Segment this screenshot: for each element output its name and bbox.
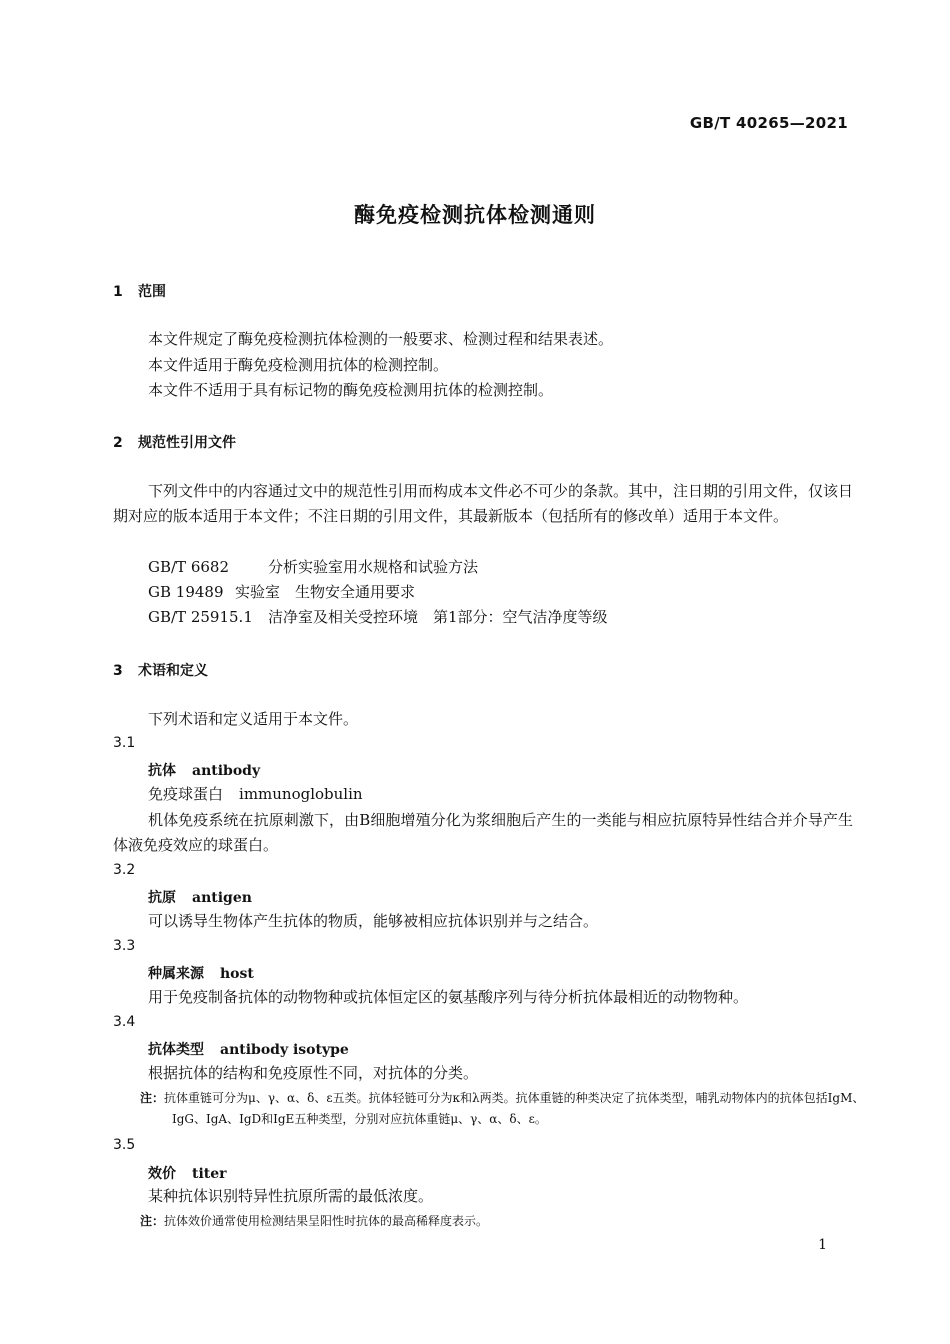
note bbox=[140, 1088, 884, 1130]
section-title: 范围 bbox=[138, 284, 166, 300]
term-number: 3.1 bbox=[113, 735, 136, 751]
section-number: 3 bbox=[113, 663, 123, 679]
term-definition: 机体免疫系统在抗原刺激下，由B细胞增殖分化为浆细胞后产生的一类能与相应抗原特异性结合并介导产生体液免疫效应的球蛋白。 bbox=[113, 811, 853, 854]
term-zh: 抗原 bbox=[148, 890, 176, 906]
term-zh: 抗体类型 bbox=[148, 1042, 204, 1058]
term-zh: 效价 bbox=[148, 1166, 176, 1182]
term-number: 3.4 bbox=[113, 1014, 136, 1030]
term-en: host bbox=[220, 966, 254, 982]
reference-item bbox=[148, 555, 478, 580]
term-heading bbox=[148, 1039, 349, 1059]
term-number: 3.5 bbox=[113, 1137, 136, 1153]
section-heading-terms-definitions bbox=[113, 660, 208, 680]
term-number: 3.2 bbox=[113, 862, 136, 878]
term-definition: 用于免疫制备抗体的动物物种或抗体恒定区的氨基酸序列与待分析抗体最相近的动物物种。 bbox=[148, 988, 749, 1006]
term-en: antibody isotype bbox=[220, 1042, 349, 1058]
term-definition: 某种抗体识别特异性抗原所需的最低浓度。 bbox=[148, 1187, 434, 1205]
section-number: 1 bbox=[113, 284, 123, 300]
note-text: 抗体重链可分为μ、γ、α、δ、ε五类。抗体轻链可分为κ和λ两类。抗体重链的种类决定了抗体类型，哺乳动物体内的抗体包括IgM、IgG、IgA、IgD和IgE五种类型，分别对应抗体重链μ、γ、α、δ、ε。 bbox=[164, 1091, 865, 1126]
section-title: 规范性引用文件 bbox=[138, 435, 236, 451]
reference-item bbox=[148, 580, 415, 605]
reference-code: GB/T 25915.1 bbox=[148, 608, 253, 626]
paragraph: 下列术语和定义适用于本文件。 bbox=[148, 710, 359, 728]
note-label: 注： bbox=[140, 1214, 165, 1228]
term-zh: 种属来源 bbox=[148, 966, 204, 982]
paragraph: 本文件不适用于具有标记物的酶免疫检测用抗体的检测控制。 bbox=[148, 381, 554, 399]
term-en: antibody bbox=[192, 763, 261, 779]
section-title: 术语和定义 bbox=[138, 663, 208, 679]
section-heading-scope bbox=[113, 281, 166, 301]
reference-title: 分析实验室用水规格和试验方法 bbox=[268, 558, 479, 576]
reference-code: GB/T 6682 bbox=[148, 558, 230, 576]
term-heading bbox=[148, 887, 252, 907]
term-definition: 根据抗体的结构和免疫原性不同，对抗体的分类。 bbox=[148, 1064, 479, 1082]
synonym-zh: 免疫球蛋白 bbox=[148, 785, 224, 803]
document-title: 酶免疫检测抗体检测通则 bbox=[354, 203, 596, 227]
paragraph: 本文件适用于酶免疫检测用抗体的检测控制。 bbox=[148, 356, 449, 374]
term-heading bbox=[148, 760, 260, 780]
term-en: titer bbox=[192, 1166, 227, 1182]
term-heading bbox=[148, 1163, 227, 1183]
synonym-en: immunoglobulin bbox=[239, 785, 363, 803]
note-text: 抗体效价通常使用检测结果呈阳性时抗体的最高稀释度表示。 bbox=[164, 1214, 489, 1228]
standard-number: GB/T 40265—2021 bbox=[689, 114, 848, 132]
term-number: 3.3 bbox=[113, 938, 136, 954]
paragraph: 下列文件中的内容通过文中的规范性引用而构成本文件必不可少的条款。其中，注日期的引用文件，仅该日期对应的版本适用于本文件；不注日期的引用文件，其最新版本（包括所有的修改单）适用于本文件。 bbox=[113, 482, 854, 525]
reference-code: GB 19489 bbox=[148, 583, 224, 601]
note bbox=[140, 1211, 884, 1232]
reference-title: 洁净室及相关受控环境 第1部分：空气洁净度等级 bbox=[268, 608, 608, 626]
section-number: 2 bbox=[113, 435, 123, 451]
term-zh: 抗体 bbox=[148, 763, 176, 779]
paragraph: 本文件规定了酶免疫检测抗体检测的一般要求、检测过程和结果表述。 bbox=[148, 330, 614, 348]
reference-item bbox=[148, 605, 608, 630]
page-number: 1 bbox=[818, 1237, 827, 1253]
note-label: 注： bbox=[140, 1091, 165, 1105]
term-heading bbox=[148, 963, 254, 983]
reference-title: 实验室 生物安全通用要求 bbox=[235, 583, 416, 601]
term-en: antigen bbox=[192, 890, 252, 906]
section-heading-normative-references bbox=[113, 432, 236, 452]
term-synonym bbox=[148, 782, 363, 807]
term-definition: 可以诱导生物体产生抗体的物质，能够被相应抗体识别并与之结合。 bbox=[148, 912, 599, 930]
